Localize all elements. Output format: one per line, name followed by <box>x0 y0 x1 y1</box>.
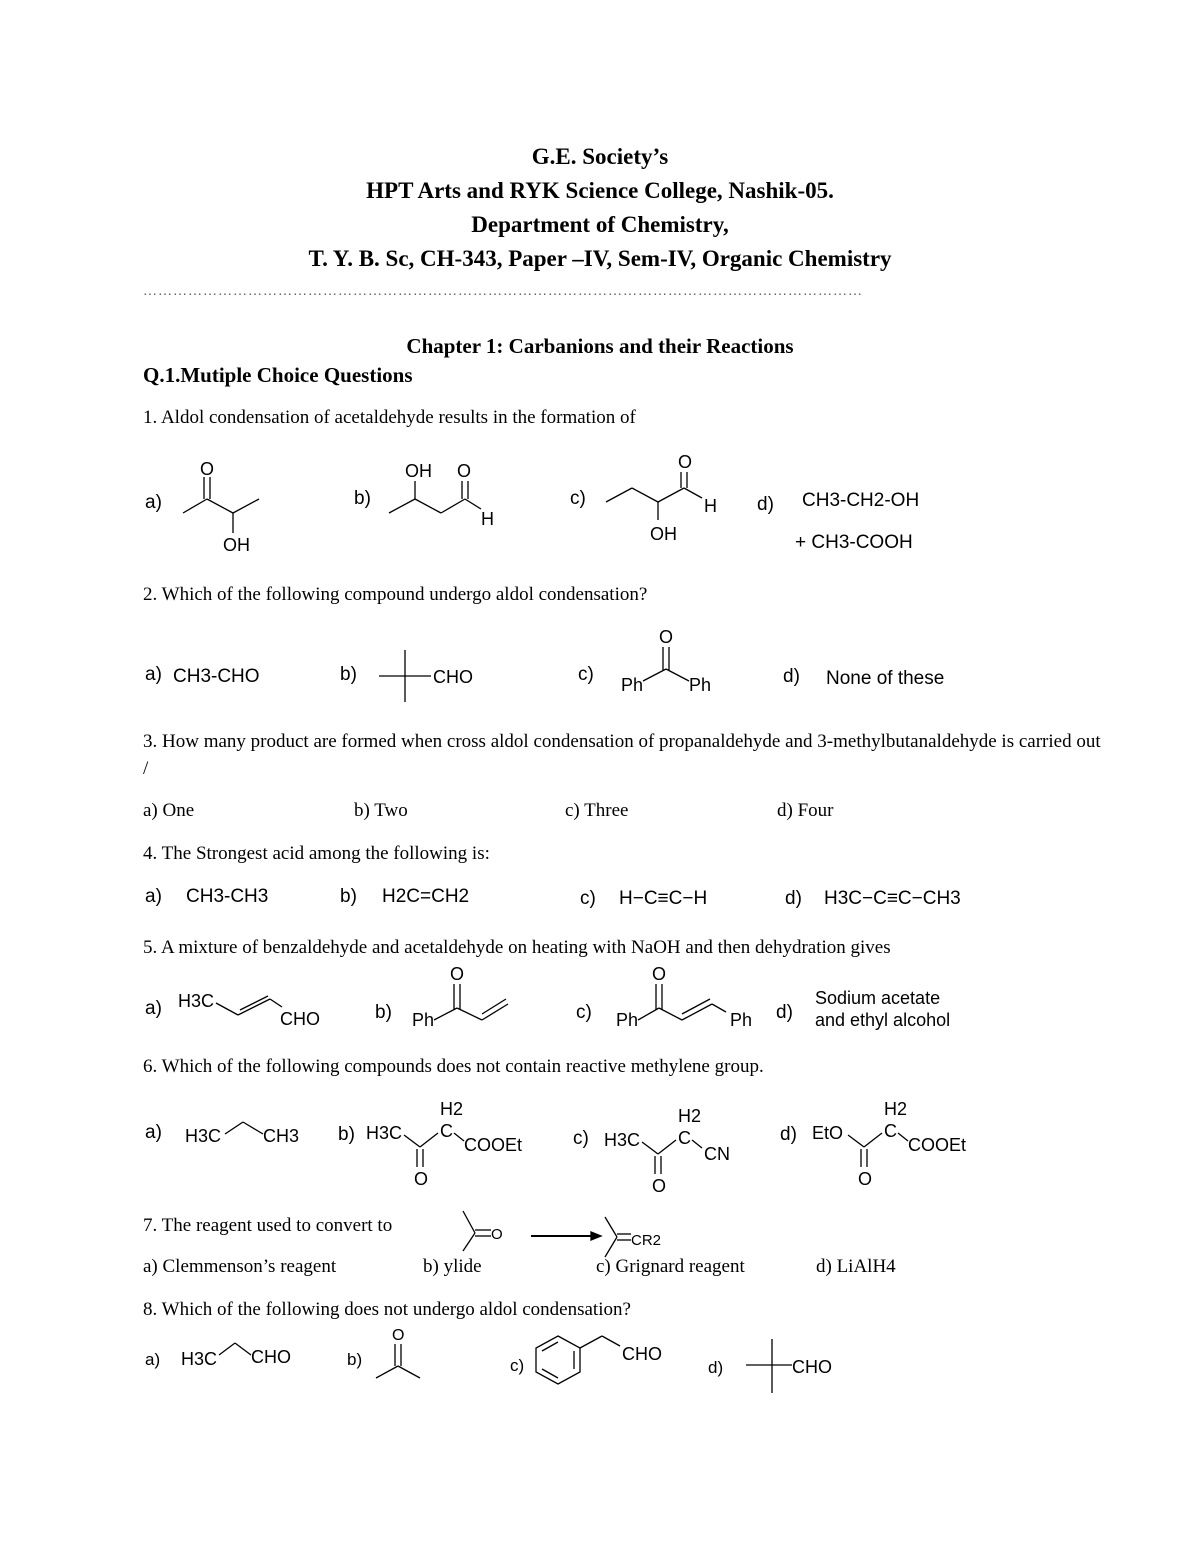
q3-option-c[interactable]: c) Three <box>565 800 629 821</box>
hydroxyl-label: OH <box>650 524 677 544</box>
question-5: 5. A mixture of benzaldehyde and acetaldehyde on heating with NaOH and then dehydration gives <box>143 937 891 958</box>
q8-option-b[interactable]: b) <box>347 1350 363 1369</box>
question-2: 2. Which of the following compound undergo aldol condensation? <box>143 584 648 605</box>
q6-structure-c <box>604 1100 754 1195</box>
question-8: 8. Which of the following does not undergo aldol condensation? <box>143 1299 631 1320</box>
oxygen-label: O <box>678 452 693 472</box>
q1-structure-c <box>600 450 730 545</box>
oxygen-label: O <box>491 1226 503 1243</box>
methyl-label: H3C <box>604 1130 641 1150</box>
q8-structure-d <box>742 1335 852 1400</box>
q5-structure-c <box>614 962 764 1042</box>
oxygen-label: O <box>652 964 667 984</box>
q1-d-line1: CH3-CH2-OH <box>802 490 920 511</box>
college-name: HPT Arts and RYK Science College, Nashik-05. <box>366 178 834 203</box>
methyl-label: H3C <box>181 1349 218 1369</box>
phenyl-label: Ph <box>689 675 712 695</box>
methylene-h2-label: H2 <box>678 1106 702 1126</box>
q8-option-a[interactable]: a) <box>145 1350 161 1369</box>
q8-option-d[interactable]: d) <box>708 1358 724 1377</box>
q3-option-b[interactable]: b) Two <box>354 800 408 821</box>
q7-option-b[interactable]: b) ylide <box>423 1256 482 1277</box>
phenyl-label: Ph <box>412 1010 435 1030</box>
q5-d-line1: Sodium acetate <box>815 988 941 1008</box>
carbon-label: C <box>440 1121 453 1141</box>
oxygen-label: O <box>450 964 465 984</box>
q2-option-a[interactable]: a) <box>145 664 162 685</box>
methyl-label: H3C <box>185 1126 222 1146</box>
carbon-label: C <box>678 1128 691 1148</box>
department-name: Department of Chemistry, <box>471 212 729 237</box>
q2-a-formula: CH3-CHO <box>173 666 260 687</box>
q1-option-d[interactable]: d) <box>757 494 774 515</box>
methylene-h2-label: H2 <box>440 1099 464 1119</box>
q5-option-a[interactable]: a) <box>145 998 162 1019</box>
question-6: 6. Which of the following compounds does not contain reactive methylene group. <box>143 1056 764 1077</box>
q7-reaction-scheme <box>455 1205 695 1257</box>
q5-d-line2: and ethyl alcohol <box>815 1010 951 1030</box>
q6-option-a[interactable]: a) <box>145 1122 162 1143</box>
oxygen-label: O <box>457 461 472 481</box>
ester-label: COOEt <box>464 1135 523 1155</box>
phenyl-label: Ph <box>730 1010 753 1030</box>
q6-option-d[interactable]: d) <box>780 1124 797 1145</box>
hydrogen-label: H <box>704 496 717 516</box>
q8-option-c[interactable]: c) <box>510 1356 525 1375</box>
q4-option-c[interactable]: c) <box>580 888 596 909</box>
phenyl-label: Ph <box>621 675 644 695</box>
oxygen-label: O <box>652 1176 667 1196</box>
q1-structure-b <box>385 455 515 535</box>
q7-option-d[interactable]: d) LiAlH4 <box>816 1256 896 1277</box>
q8-structure-b <box>370 1326 430 1386</box>
q2-structure-b <box>375 640 495 715</box>
section-title: Q.1.Mutiple Choice Questions <box>143 363 413 387</box>
oxygen-label: O <box>200 459 215 479</box>
separator-line: ……………………………………………………………………………………………………………………………… <box>143 284 863 299</box>
chapter-title: Chapter 1: Carbanions and their Reactions <box>406 334 794 358</box>
q1-option-b[interactable]: b) <box>354 488 371 509</box>
q5-option-d[interactable]: d) <box>776 1002 793 1023</box>
hydroxyl-label: OH <box>405 461 432 481</box>
q4-option-a[interactable]: a) <box>145 886 162 907</box>
q6-option-b[interactable]: b) <box>338 1124 355 1145</box>
q1-option-c[interactable]: c) <box>570 488 586 509</box>
q5-structure-b <box>410 962 530 1042</box>
q5-option-b[interactable]: b) <box>375 1002 392 1023</box>
hydrogen-label: H <box>481 509 494 529</box>
q8-structure-c <box>530 1330 680 1395</box>
aldehyde-label: CHO <box>433 667 473 687</box>
q2-option-c[interactable]: c) <box>578 664 594 685</box>
q4-c-formula: H−C≡C−H <box>619 888 708 909</box>
q2-option-d[interactable]: d) <box>783 666 800 687</box>
question-7: 7. The reagent used to convert to <box>143 1215 393 1236</box>
q4-d-formula: H3C−C≡C−CH3 <box>824 888 961 909</box>
hydroxyl-label: OH <box>223 535 250 555</box>
nitrile-label: CN <box>704 1144 730 1164</box>
q8-structure-a <box>181 1335 301 1380</box>
oxygen-label: O <box>414 1169 429 1189</box>
oxygen-label: O <box>392 1327 405 1344</box>
q1-structure-a <box>175 455 275 555</box>
ester-label: COOEt <box>908 1135 967 1155</box>
q6-structure-a <box>185 1110 315 1160</box>
society-name: G.E. Society’s <box>531 144 669 169</box>
course-info: T. Y. B. Sc, CH-343, Paper –IV, Sem-IV, Organic Chemistry <box>308 246 892 271</box>
q7-option-c[interactable]: c) Grignard reagent <box>596 1256 745 1277</box>
alkylidene-label: CR2 <box>631 1232 662 1249</box>
aldehyde-label: CHO <box>792 1357 832 1377</box>
aldehyde-label: CHO <box>251 1347 291 1367</box>
q7-option-a[interactable]: a) Clemmenson’s reagent <box>143 1256 337 1277</box>
q5-option-c[interactable]: c) <box>576 1002 592 1023</box>
oxygen-label: O <box>858 1169 873 1189</box>
q1-d-line2: + CH3-COOH <box>795 532 913 553</box>
carbon-label: C <box>884 1121 897 1141</box>
phenyl-label: Ph <box>616 1010 639 1030</box>
question-1: 1. Aldol condensation of acetaldehyde results in the formation of <box>143 407 636 428</box>
q4-b-formula: H2C=CH2 <box>382 886 470 907</box>
q2-structure-c <box>615 625 725 700</box>
q6-structure-d <box>812 1095 992 1190</box>
methyl-label: H3C <box>178 991 215 1011</box>
oxygen-label: O <box>659 627 674 647</box>
q3-option-a[interactable]: a) One <box>143 800 195 821</box>
q6-structure-b <box>366 1095 546 1190</box>
aldehyde-label: CHO <box>622 1344 662 1364</box>
aldehyde-label: CHO <box>280 1009 320 1029</box>
q5-structure-a <box>178 985 338 1040</box>
question-4: 4. The Strongest acid among the following is: <box>143 843 490 864</box>
q6-option-c[interactable]: c) <box>573 1128 589 1149</box>
q4-a-formula: CH3-CH3 <box>186 886 269 907</box>
q4-option-b[interactable]: b) <box>340 886 357 907</box>
q2-option-b[interactable]: b) <box>340 664 357 685</box>
q1-option-a[interactable]: a) <box>145 492 162 513</box>
methyl-label: H3C <box>366 1123 403 1143</box>
ethoxy-label: EtO <box>812 1123 844 1143</box>
methylene-h2-label: H2 <box>884 1099 908 1119</box>
methyl-label: CH3 <box>263 1126 300 1146</box>
q3-option-d[interactable]: d) Four <box>777 800 834 821</box>
question-3: 3. How many product are formed when cross aldol condensation of propanaldehyde and 3-methylbutanaldehyde is carried out / <box>143 731 1101 779</box>
q2-d-text: None of these <box>826 668 945 689</box>
document-header <box>0 140 1200 276</box>
q4-option-d[interactable]: d) <box>785 888 802 909</box>
